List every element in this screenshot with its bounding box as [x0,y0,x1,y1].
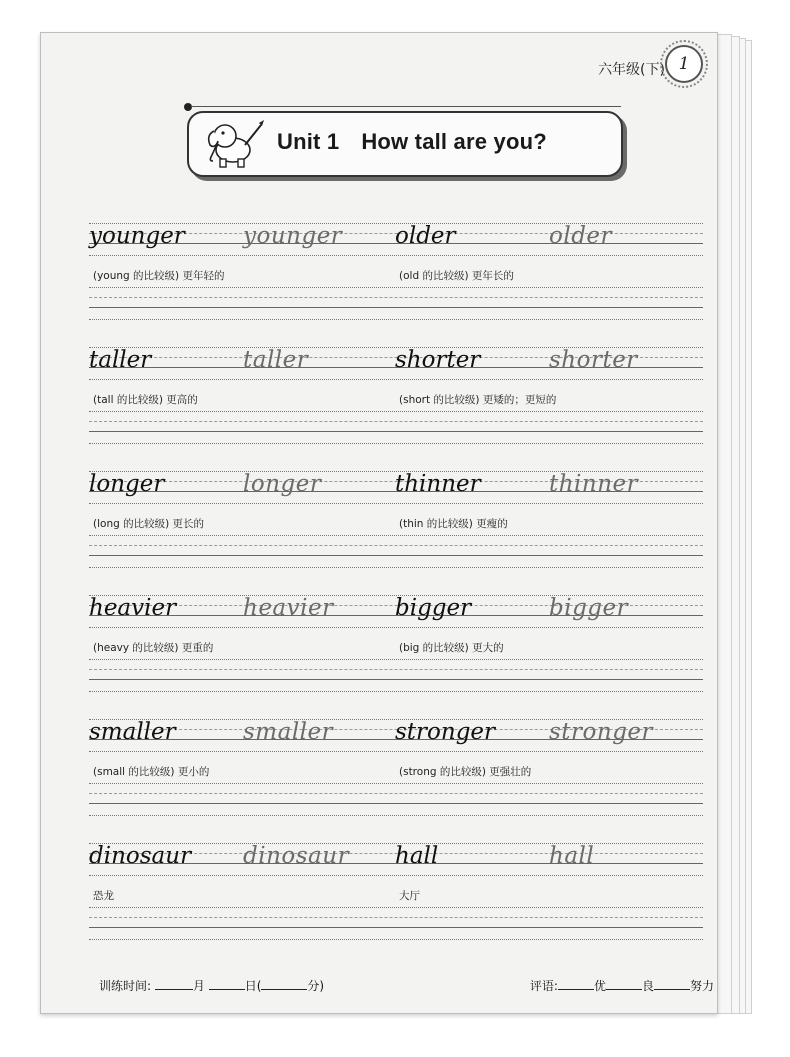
trace-longer: longer [243,471,322,497]
word-heavier: heavier [89,595,177,621]
page-number: 1 [678,54,690,74]
rating-good: 良 [641,979,654,993]
rating-excellent: 优 [593,979,606,993]
meaning-smaller: (small 的比较级) 更小的 [93,766,210,778]
meaning-dinosaur: 恐龙 [93,890,114,902]
trace-dinosaur: dinosaur [243,843,350,869]
month-label: 月 [192,979,205,993]
day-label: 日( [244,979,262,993]
word-thinner: thinner [395,471,481,497]
word-longer: longer [89,471,165,497]
word-shorter: shorter [395,347,481,373]
training-time-label: 训练时间: [99,979,152,993]
banner-dot [184,103,192,111]
workbook-page [40,32,718,1014]
month-blank[interactable] [155,977,193,990]
comment-area [530,977,714,994]
vocab-section-dinosaur-hall [89,841,703,965]
minutes-label: 分) [307,979,325,993]
word-hall: hall [395,843,439,869]
meaning-thinner: (thin 的比较级) 更瘦的 [399,518,508,530]
rating-effort: 努力 [689,979,714,993]
meaning-heavier: (heavy 的比较级) 更重的 [93,642,214,654]
trace-hall: hall [549,843,595,869]
elephant-icon [205,117,267,171]
word-older: older [395,223,456,249]
grade-label: 六年级(下) [598,62,665,78]
word-younger: younger [89,223,185,249]
trace-shorter: shorter [549,347,638,373]
trace-smaller: smaller [243,719,334,745]
unit-subtitle: How tall are you? [361,129,547,154]
meaning-younger: (young 的比较级) 更年轻的 [93,270,225,282]
vocab-section-longer-thinner [89,469,703,593]
meaning-stronger: (strong 的比较级) 更强壮的 [399,766,532,778]
word-smaller: smaller [89,719,176,745]
page-number-badge [665,45,703,83]
meaning-taller: (tall 的比较级) 更高的 [93,394,198,406]
vocab-section-taller-shorter [89,345,703,469]
trace-older: older [549,223,613,249]
word-bigger: bigger [395,595,472,621]
meaning-hall: 大厅 [399,890,420,902]
vocab-section-smaller-stronger [89,717,703,841]
trace-thinner: thinner [549,471,639,497]
practice-footer [99,977,714,994]
trace-heavier: heavier [243,595,334,621]
trace-taller: taller [243,347,309,373]
word-stronger: stronger [395,719,496,745]
trace-bigger: bigger [549,595,629,621]
meaning-bigger: (big 的比较级) 更大的 [399,642,504,654]
good-blank[interactable] [654,977,690,990]
unit-number: Unit 1 [277,129,340,154]
excellent-blank[interactable] [606,977,642,990]
day-blank[interactable] [209,977,245,990]
trace-younger: younger [243,223,343,249]
word-taller: taller [89,347,152,373]
trace-stronger: stronger [549,719,654,745]
minutes-blank[interactable] [261,977,307,990]
meaning-longer: (long 的比较级) 更长的 [93,518,205,530]
vocab-section-younger-older [89,221,703,345]
unit-banner [187,111,623,177]
vocab-section-heavier-bigger [89,593,703,717]
comment-label: 评语: [529,979,558,993]
comment-blank[interactable] [558,977,594,990]
word-dinosaur: dinosaur [89,843,192,869]
unit-title [277,129,547,155]
meaning-shorter: (short 的比较级) 更矮的；更短的 [399,394,557,406]
banner-rule [191,106,621,107]
meaning-older: (old 的比较级) 更年长的 [399,270,514,282]
